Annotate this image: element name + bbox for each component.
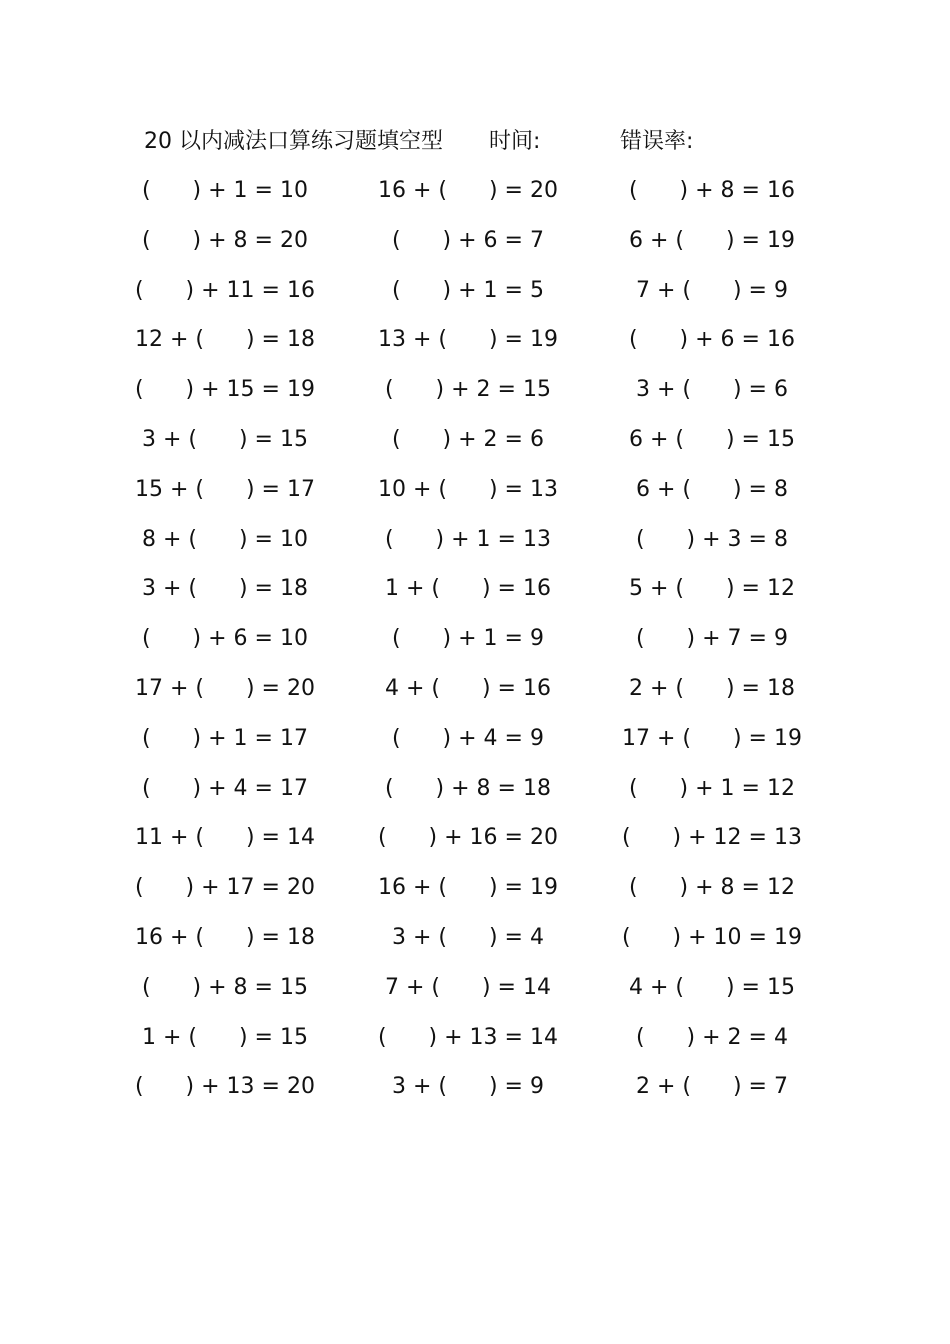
problem-item: 7 + ( ) = 14 [385,974,551,1000]
problem-row [0,571,950,621]
problem-item: ( ) + 13 = 20 [135,1074,315,1100]
problem-item: 16 + ( ) = 20 [378,178,558,203]
problem-row [0,621,950,671]
problem-item: ( ) + 16 = 20 [378,825,558,851]
problem-item: ( ) + 11 = 16 [135,277,315,303]
problem-item: ( ) + 6 = 16 [629,327,795,353]
problem-item: ( ) + 2 = 4 [636,1024,788,1050]
problem-item: ( ) + 15 = 19 [135,377,315,403]
problem-item: 11 + ( ) = 14 [135,825,315,851]
problem-row [0,870,950,920]
problem-item: ( ) + 6 = 10 [142,626,308,652]
problem-item: ( ) + 1 = 12 [629,775,795,801]
problem-item: 15 + ( ) = 17 [135,476,315,502]
problem-row [0,322,950,372]
problem-item: 1 + ( ) = 16 [385,576,551,602]
problem-row [0,771,950,821]
problem-item: 17 + ( ) = 20 [135,675,315,701]
problem-item: ( ) + 2 = 15 [385,377,551,403]
problem-item: 17 + ( ) = 19 [622,725,802,751]
problem-row [0,671,950,721]
problem-item: 1 + ( ) = 15 [142,1024,308,1050]
problem-item: 6 + ( ) = 8 [636,476,788,502]
problem-item: 3 + ( ) = 6 [636,377,788,403]
problem-item: ( ) + 8 = 18 [385,775,551,801]
problem-item: 10 + ( ) = 13 [378,476,558,502]
problem-item: 5 + ( ) = 12 [629,576,795,602]
problem-item: ( ) + 4 = 17 [142,775,308,801]
problem-grid [0,173,950,1119]
problem-item: 2 + ( ) = 18 [629,675,795,701]
problem-item: 4 + ( ) = 16 [385,675,551,701]
problem-item: ( ) + 7 = 9 [636,626,788,652]
problem-row [0,173,950,223]
problem-row [0,273,950,323]
problem-item: ( ) + 8 = 16 [629,178,795,203]
problem-item: ( ) + 4 = 9 [392,725,544,751]
problem-row [0,1069,950,1119]
problem-item: 6 + ( ) = 19 [629,227,795,253]
problem-item: 3 + ( ) = 4 [392,924,544,950]
problem-item: ( ) + 8 = 12 [629,875,795,901]
problem-row [0,372,950,422]
problem-item: ( ) + 13 = 14 [378,1024,558,1050]
problem-item: 6 + ( ) = 15 [629,426,795,452]
problem-row [0,970,950,1020]
problem-item: ( ) + 8 = 20 [142,227,308,253]
problem-item: 16 + ( ) = 19 [378,875,558,901]
problem-item: ( ) + 1 = 5 [392,277,544,303]
problem-row [0,472,950,522]
problem-row [0,920,950,970]
problem-item: ( ) + 17 = 20 [135,875,315,901]
problem-item: ( ) + 3 = 8 [636,526,788,552]
problem-row [0,522,950,572]
worksheet-title: 20 以内减法口算练习题填空型 [144,129,443,154]
problem-row [0,223,950,273]
problem-item: 3 + ( ) = 15 [142,426,308,452]
problem-item: ( ) + 10 = 19 [622,924,802,950]
problem-item: 2 + ( ) = 7 [636,1074,788,1100]
error-rate-label: 错误率: [620,129,694,154]
problem-item: ( ) + 1 = 17 [142,725,308,751]
problem-row [0,1020,950,1070]
problem-item: 3 + ( ) = 9 [392,1074,544,1100]
problem-item: ( ) + 6 = 7 [392,227,544,253]
problem-item: 8 + ( ) = 10 [142,526,308,552]
problem-item: ( ) + 1 = 10 [142,178,308,203]
problem-item: ( ) + 8 = 15 [142,974,308,1000]
problem-item: 4 + ( ) = 15 [629,974,795,1000]
problem-row [0,820,950,870]
problem-item: 13 + ( ) = 19 [378,327,558,353]
problem-item: ( ) + 1 = 9 [392,626,544,652]
problem-item: 12 + ( ) = 18 [135,327,315,353]
problem-item: ( ) + 2 = 6 [392,426,544,452]
problem-row [0,721,950,771]
problem-item: 16 + ( ) = 18 [135,924,315,950]
problem-item: 7 + ( ) = 9 [636,277,788,303]
time-label: 时间: [489,129,541,154]
worksheet-header [144,126,764,158]
problem-row [0,422,950,472]
problem-item: 3 + ( ) = 18 [142,576,308,602]
problem-item: ( ) + 12 = 13 [622,825,802,851]
problem-item: ( ) + 1 = 13 [385,526,551,552]
